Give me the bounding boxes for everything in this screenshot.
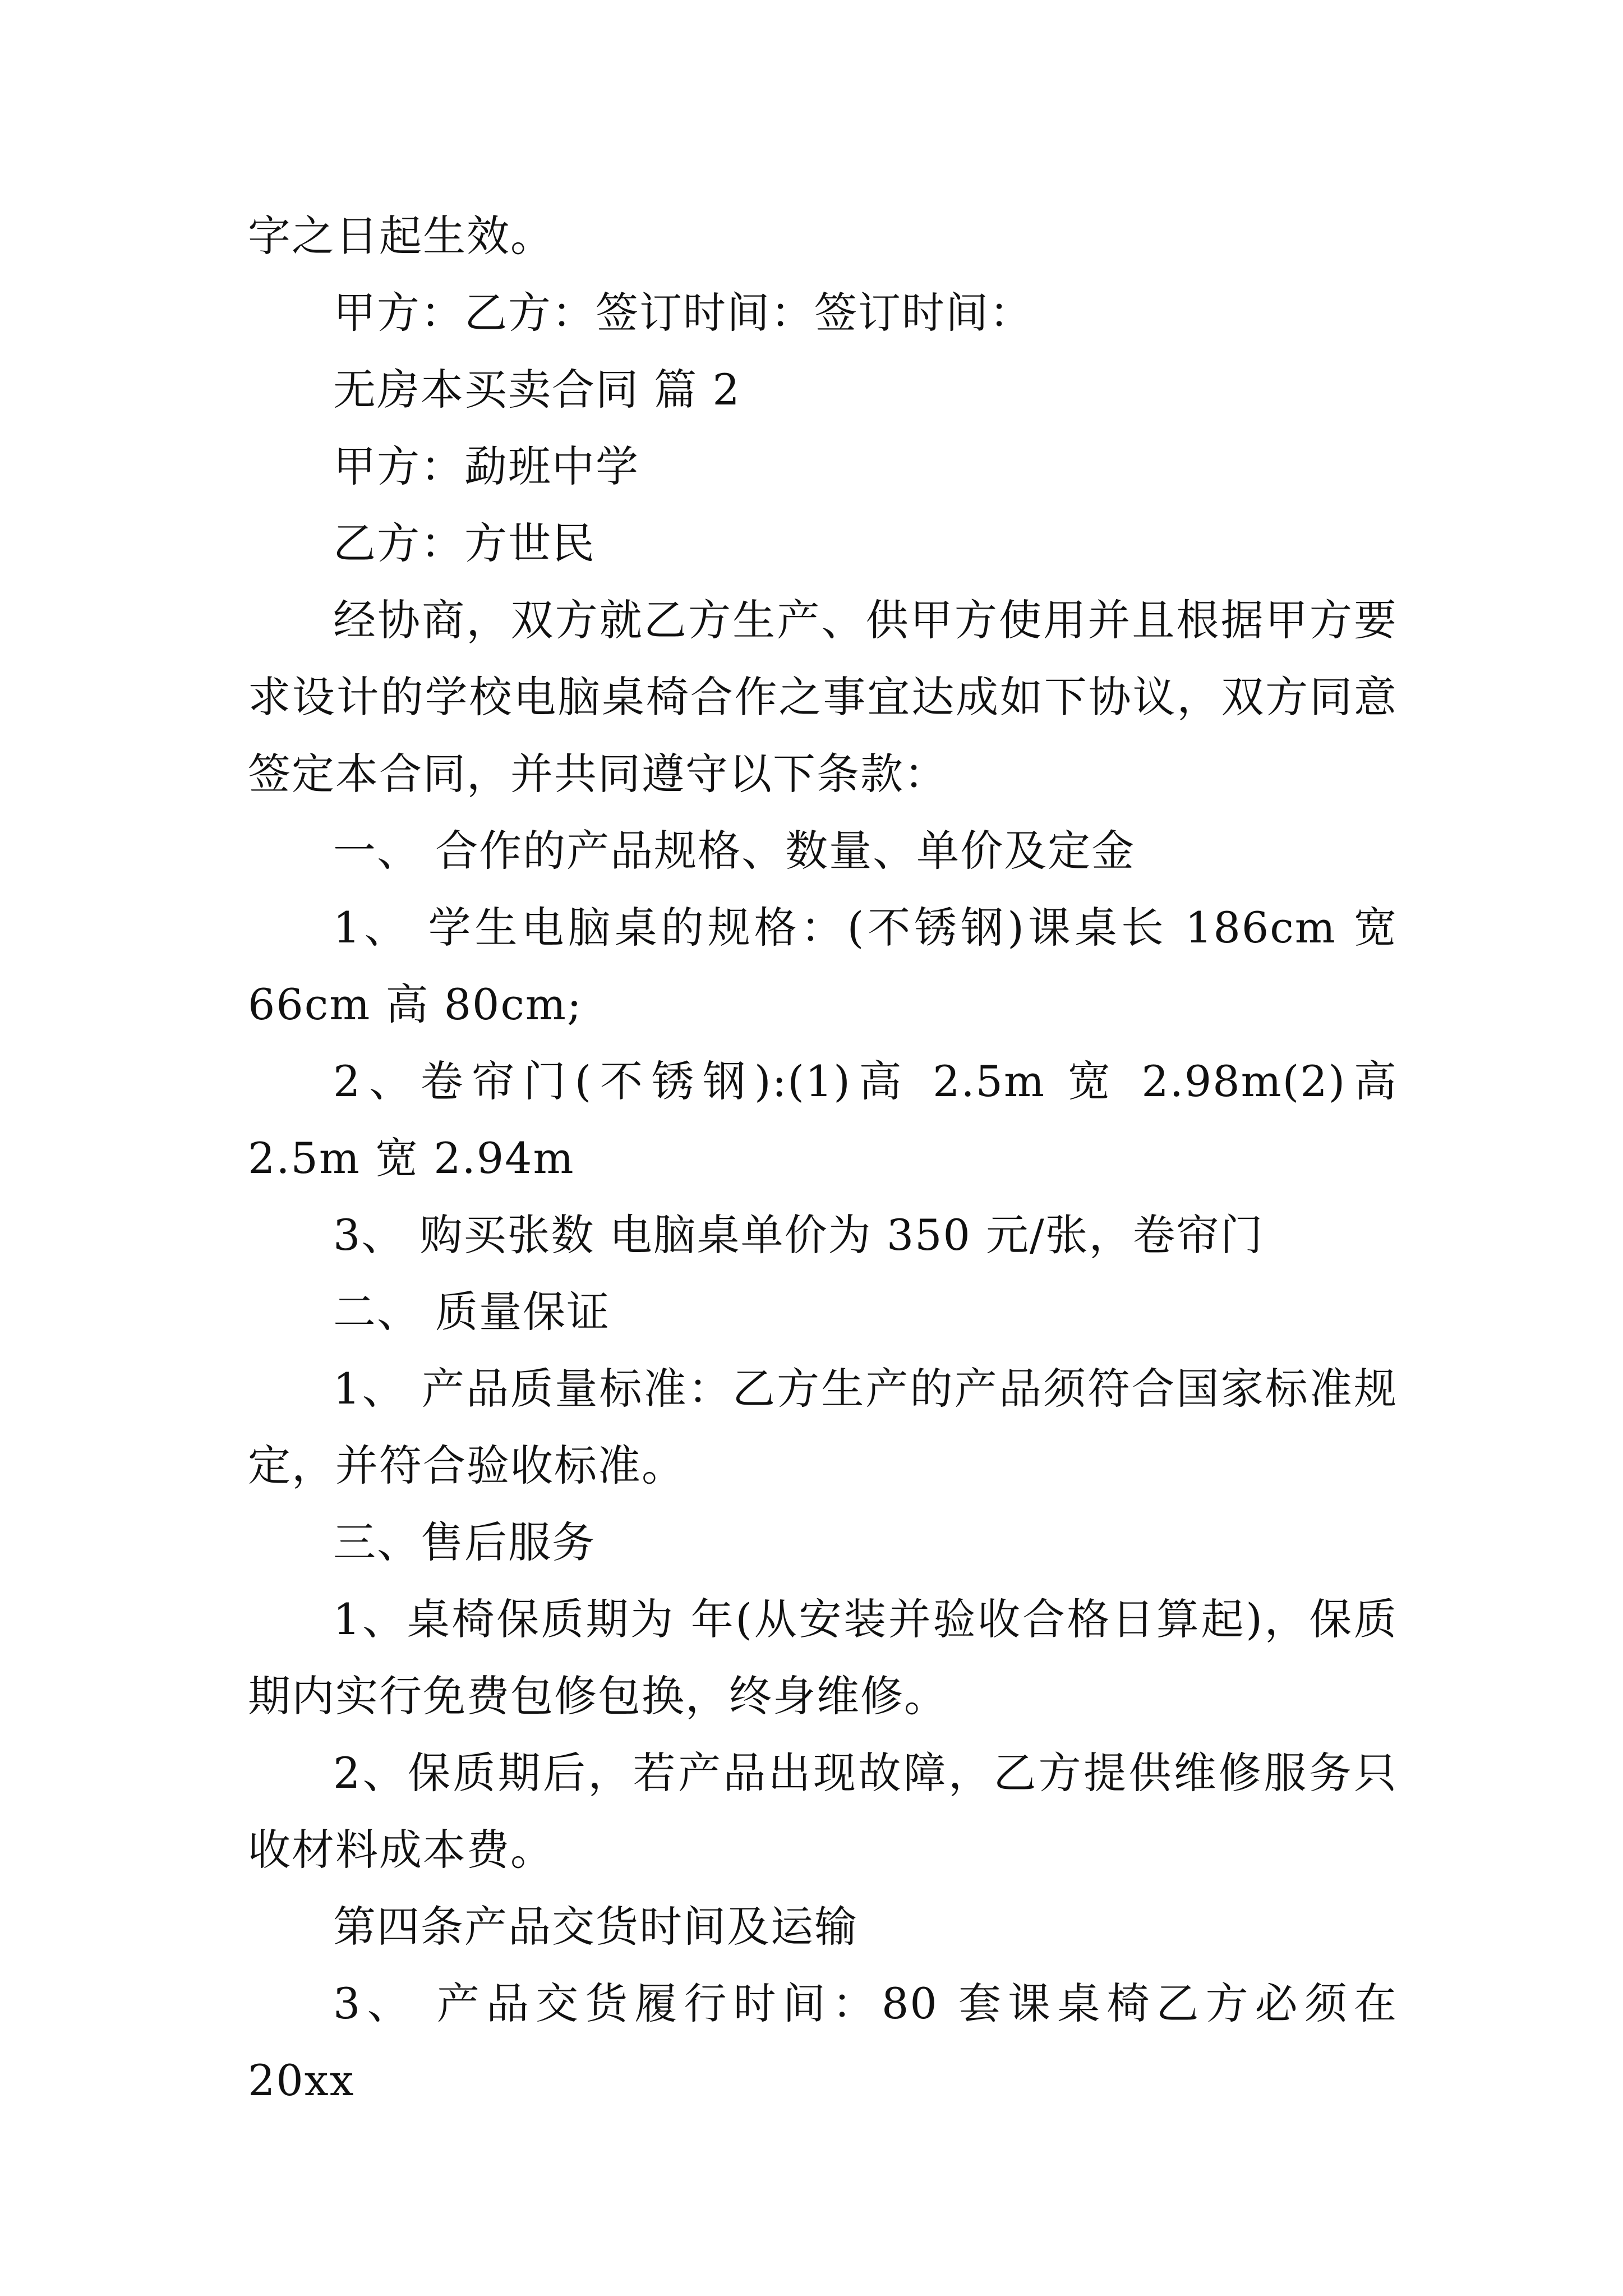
section-heading-1: 一、 合作的产品规格、数量、单价及定金 [333, 826, 1136, 876]
paragraph-warranty: 1、桌椅保质期为 年(从安装并验收合格日算起)，保质期内实行免费包修包换，终身维修。 [248, 1594, 1398, 1721]
section-heading-4: 第四条产品交货时间及运输 [333, 1902, 858, 1952]
paragraph-preamble: 经协商，双方就乙方生产、供甲方使用并且根据甲方要求设计的学校电脑桌椅合作之事宜达成如下协议，双方同意签定本合同，并共同遵守以下条款： [248, 595, 1398, 799]
paragraph-quantity-price: 3、 购买张数 电脑桌单价为 350 元/张，卷帘门 [333, 1210, 1264, 1260]
contract-text [248, 197, 1398, 2119]
paragraph-signatures: 甲方：乙方：签订时间：签订时间： [333, 288, 1033, 338]
section-heading-3: 三、售后服务 [333, 1517, 596, 1567]
paragraph-continuation: 字之日起生效。 [248, 211, 554, 261]
paragraph-quality-standard: 1、 产品质量标准：乙方生产的产品须符合国家标准规定，并符合验收标准。 [248, 1364, 1398, 1490]
party-a: 甲方：勐班中学 [333, 441, 639, 491]
party-b: 乙方：方世民 [333, 518, 596, 568]
paragraph-shutter-spec: 2、卷帘门(不锈钢):(1)高 2.5m 宽 2.98m(2)高 2.5m 宽 2.94m [248, 1056, 1398, 1183]
contract-title: 无房本买卖合同 篇 2 [333, 365, 741, 415]
paragraph-post-warranty: 2、保质期后，若产品出现故障，乙方提供维修服务只收材料成本费。 [248, 1748, 1398, 1875]
paragraph-delivery-time: 3、 产品交货履行时间：80 套课桌椅乙方必须在 20xx [248, 1978, 1398, 2105]
paragraph-desk-spec: 1、 学生电脑桌的规格：(不锈钢)课桌长 186cm 宽 66cm 高 80cm; [248, 903, 1398, 1029]
section-heading-2: 二、 质量保证 [333, 1287, 611, 1337]
